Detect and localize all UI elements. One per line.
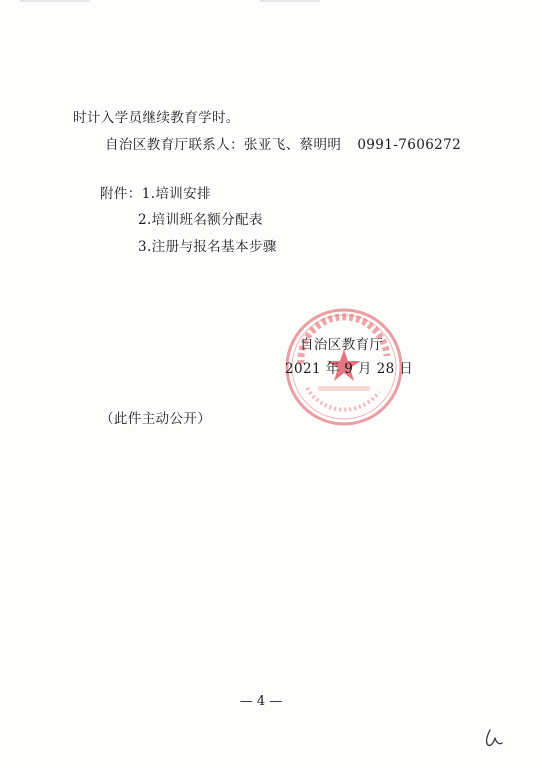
handwritten-mark-icon	[482, 726, 508, 748]
issue-date	[285, 360, 413, 378]
body-text-line: 时计入学员继续教育学时。	[73, 110, 240, 126]
date-month: 9	[344, 361, 354, 377]
page-number: — 4 —	[239, 694, 283, 709]
attachment-item: 3.注册与报名基本步骤	[138, 239, 277, 255]
contact-label: 自治区教育厅联系人：张亚飞、蔡明明	[105, 137, 342, 153]
attachment-item: 2.培训班名额分配表	[138, 212, 263, 228]
attachment-item: 1.培训安排	[141, 186, 211, 202]
disclosure-note: （此件主动公开）	[100, 411, 212, 427]
date-day: 28	[376, 361, 395, 377]
scan-edge-mark	[0, 0, 542, 6]
contact-phone: 0991-7606272	[357, 137, 462, 153]
date-year-unit: 年	[325, 361, 340, 377]
attachments-label: 附件：	[100, 186, 142, 202]
attachment-line-1	[100, 185, 211, 203]
contact-line	[105, 136, 461, 154]
date-year: 2021	[285, 361, 321, 377]
date-month-unit: 月	[357, 361, 372, 377]
date-day-unit: 日	[399, 361, 414, 377]
issuer-name: 自治区教育厅	[300, 337, 384, 353]
